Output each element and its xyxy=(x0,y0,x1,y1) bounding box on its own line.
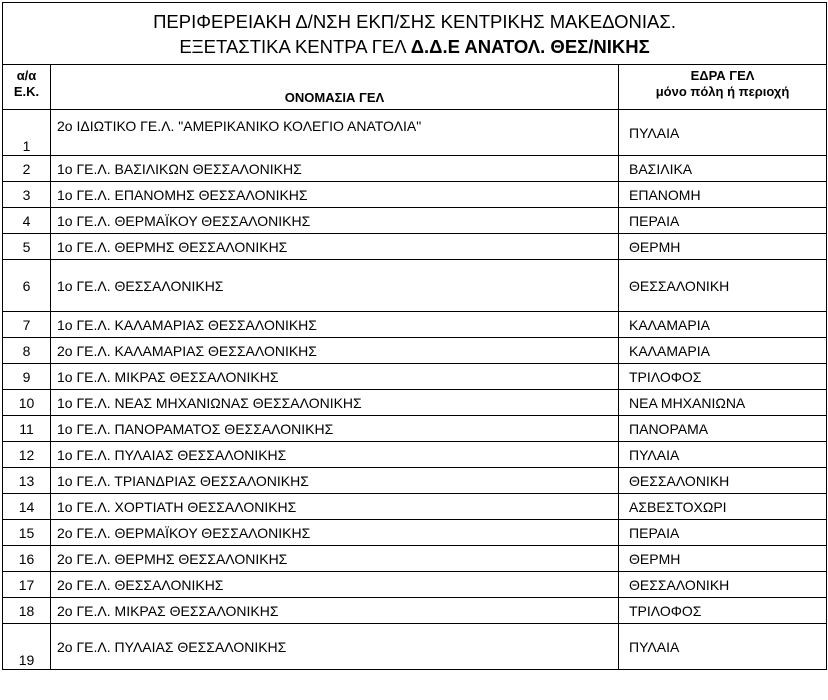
column-header-number xyxy=(3,65,51,110)
row-number: 7 xyxy=(3,312,51,338)
table-row xyxy=(3,546,827,572)
school-name: 1ο ΓΕ.Λ. ΧΟΡΤΙΑΤΗ ΘΕΣΣΑΛΟΝΙΚΗΣ xyxy=(51,494,619,520)
table-row xyxy=(3,364,827,390)
row-number: 11 xyxy=(3,416,51,442)
school-name: 1ο ΓΕ.Λ. ΘΕΣΣΑΛΟΝΙΚΗΣ xyxy=(51,260,619,312)
table-row xyxy=(3,598,827,624)
row-number: 1 xyxy=(3,110,51,156)
school-seat: ΘΕΡΜΗ xyxy=(619,234,827,260)
table-row xyxy=(3,110,827,156)
school-name: 1ο ΓΕ.Λ. ΠΥΛΑΙΑΣ ΘΕΣΣΑΛΟΝΙΚΗΣ xyxy=(51,442,619,468)
row-number: 13 xyxy=(3,468,51,494)
table-row xyxy=(3,468,827,494)
table-row xyxy=(3,572,827,598)
table-row xyxy=(3,260,827,312)
table-row xyxy=(3,494,827,520)
title-line-2 xyxy=(3,34,826,59)
row-number: 4 xyxy=(3,208,51,234)
row-number: 6 xyxy=(3,260,51,312)
school-seat: ΤΡΙΛΟΦΟΣ xyxy=(619,598,827,624)
document-title xyxy=(3,3,827,65)
school-seat: ΝΕΑ ΜΗΧΑΝΙΩΝΑ xyxy=(619,390,827,416)
school-name: 2ο ΓΕ.Λ. ΘΕΡΜΑΪΚΟΥ ΘΕΣΣΑΛΟΝΙΚΗΣ xyxy=(51,520,619,546)
row-number: 2 xyxy=(3,156,51,182)
column-header-row xyxy=(3,65,827,110)
row-number: 14 xyxy=(3,494,51,520)
school-name: 1ο ΓΕ.Λ. ΘΕΡΜΑΪΚΟΥ ΘΕΣΣΑΛΟΝΙΚΗΣ xyxy=(51,208,619,234)
title-line-1: ΠΕΡΙΦΕΡΕΙΑΚΗ Δ/ΝΣΗ ΕΚΠ/ΣΗΣ ΚΕΝΤΡΙΚΗΣ ΜΑΚΕΔΟΝΙΑΣ. xyxy=(153,10,676,32)
row-number: 5 xyxy=(3,234,51,260)
column-header-seat xyxy=(619,65,827,110)
school-seat: ΠΕΡΑΙΑ xyxy=(619,520,827,546)
table-row xyxy=(3,416,827,442)
school-name: 1ο ΓΕ.Λ. ΠΑΝΟΡΑΜΑΤΟΣ ΘΕΣΣΑΛΟΝΙΚΗΣ xyxy=(51,416,619,442)
school-name: 2ο ΓΕ.Λ. ΠΥΛΑΙΑΣ ΘΕΣΣΑΛΟΝΙΚΗΣ xyxy=(51,624,619,670)
school-seat: ΘΕΣΣΑΛΟΝΙΚΗ xyxy=(619,468,827,494)
school-name: 2ο ΓΕ.Λ. ΘΕΣΣΑΛΟΝΙΚΗΣ xyxy=(51,572,619,598)
school-seat: ΚΑΛΑΜΑΡΙΑ xyxy=(619,338,827,364)
column-header-number-line1: α/α xyxy=(16,68,37,83)
row-number: 18 xyxy=(3,598,51,624)
table-row xyxy=(3,442,827,468)
title-row xyxy=(3,3,827,65)
title-line-2-bold: Δ.Δ.Ε ΑΝΑΤΟΛ. ΘΕΣ/ΝΙΚΗΣ xyxy=(410,35,650,57)
school-name: 1ο ΓΕ.Λ. ΤΡΙΑΝΔΡΙΑΣ ΘΕΣΣΑΛΟΝΙΚΗΣ xyxy=(51,468,619,494)
row-number: 3 xyxy=(3,182,51,208)
school-name: 1ο ΓΕ.Λ. ΕΠΑΝΟΜΗΣ ΘΕΣΣΑΛΟΝΙΚΗΣ xyxy=(51,182,619,208)
school-seat: ΠΕΡΑΙΑ xyxy=(619,208,827,234)
table-row xyxy=(3,182,827,208)
school-name: 2ο ΓΕ.Λ. ΘΕΡΜΗΣ ΘΕΣΣΑΛΟΝΙΚΗΣ xyxy=(51,546,619,572)
school-name: 2ο ΓΕ.Λ. ΚΑΛΑΜΑΡΙΑΣ ΘΕΣΣΑΛΟΝΙΚΗΣ xyxy=(51,338,619,364)
school-name: 2ο ΙΔΙΩΤΙΚΟ ΓΕ.Λ. "ΑΜΕΡΙΚΑΝΙΚΟ ΚΟΛΕΓΙΟ ΑΝΑΤΟΛΙΑ" xyxy=(51,110,619,156)
column-header-seat-line1: ΕΔΡΑ ΓΕΛ xyxy=(690,68,755,83)
school-name: 1ο ΓΕ.Λ. ΘΕΡΜΗΣ ΘΕΣΣΑΛΟΝΙΚΗΣ xyxy=(51,234,619,260)
row-number: 17 xyxy=(3,572,51,598)
table-row xyxy=(3,390,827,416)
table-row xyxy=(3,338,827,364)
table-row xyxy=(3,208,827,234)
table-row xyxy=(3,312,827,338)
table-row xyxy=(3,520,827,546)
school-name: 2ο ΓΕ.Λ. ΜΙΚΡΑΣ ΘΕΣΣΑΛΟΝΙΚΗΣ xyxy=(51,598,619,624)
row-number: 10 xyxy=(3,390,51,416)
school-seat: ΠΑΝΟΡΑΜΑ xyxy=(619,416,827,442)
column-header-number-line2: Ε.Κ. xyxy=(13,84,40,99)
row-number: 15 xyxy=(3,520,51,546)
row-number: 8 xyxy=(3,338,51,364)
school-seat: ΠΥΛΑΙΑ xyxy=(619,442,827,468)
school-name: 1ο ΓΕ.Λ. ΒΑΣΙΛΙΚΩΝ ΘΕΣΣΑΛΟΝΙΚΗΣ xyxy=(51,156,619,182)
school-seat: ΤΡΙΛΟΦΟΣ xyxy=(619,364,827,390)
school-seat: ΘΕΣΣΑΛΟΝΙΚΗ xyxy=(619,260,827,312)
exam-centers-table xyxy=(2,2,827,670)
school-seat: ΚΑΛΑΜΑΡΙΑ xyxy=(619,312,827,338)
school-name: 1ο ΓΕ.Λ. ΝΕΑΣ ΜΗΧΑΝΙΩΝΑΣ ΘΕΣΣΑΛΟΝΙΚΗΣ xyxy=(51,390,619,416)
row-number: 9 xyxy=(3,364,51,390)
column-header-seat-line2: μόνο πόλη ή περιοχή xyxy=(655,84,790,99)
school-seat: ΠΥΛΑΙΑ xyxy=(619,624,827,670)
row-number: 12 xyxy=(3,442,51,468)
row-number: 16 xyxy=(3,546,51,572)
table-row xyxy=(3,234,827,260)
title-line-2-prefix: ΕΞΕΤΑΣΤΙΚΑ ΚΕΝΤΡΑ ΓΕΛ xyxy=(179,35,411,57)
school-seat: ΘΕΡΜΗ xyxy=(619,546,827,572)
column-header-name: ΟΝΟΜΑΣΙΑ ΓΕΛ xyxy=(51,65,619,110)
school-seat: ΕΠΑΝΟΜΗ xyxy=(619,182,827,208)
school-name: 1ο ΓΕ.Λ. ΜΙΚΡΑΣ ΘΕΣΣΑΛΟΝΙΚΗΣ xyxy=(51,364,619,390)
school-seat: ΒΑΣΙΛΙΚΑ xyxy=(619,156,827,182)
school-name: 1ο ΓΕ.Λ. ΚΑΛΑΜΑΡΙΑΣ ΘΕΣΣΑΛΟΝΙΚΗΣ xyxy=(51,312,619,338)
row-number: 19 xyxy=(3,624,51,670)
school-seat: ΠΥΛΑΙΑ xyxy=(619,110,827,156)
table-row xyxy=(3,156,827,182)
table-row xyxy=(3,624,827,670)
school-seat: ΑΣΒΕΣΤΟΧΩΡΙ xyxy=(619,494,827,520)
school-seat: ΘΕΣΣΑΛΟΝΙΚΗ xyxy=(619,572,827,598)
